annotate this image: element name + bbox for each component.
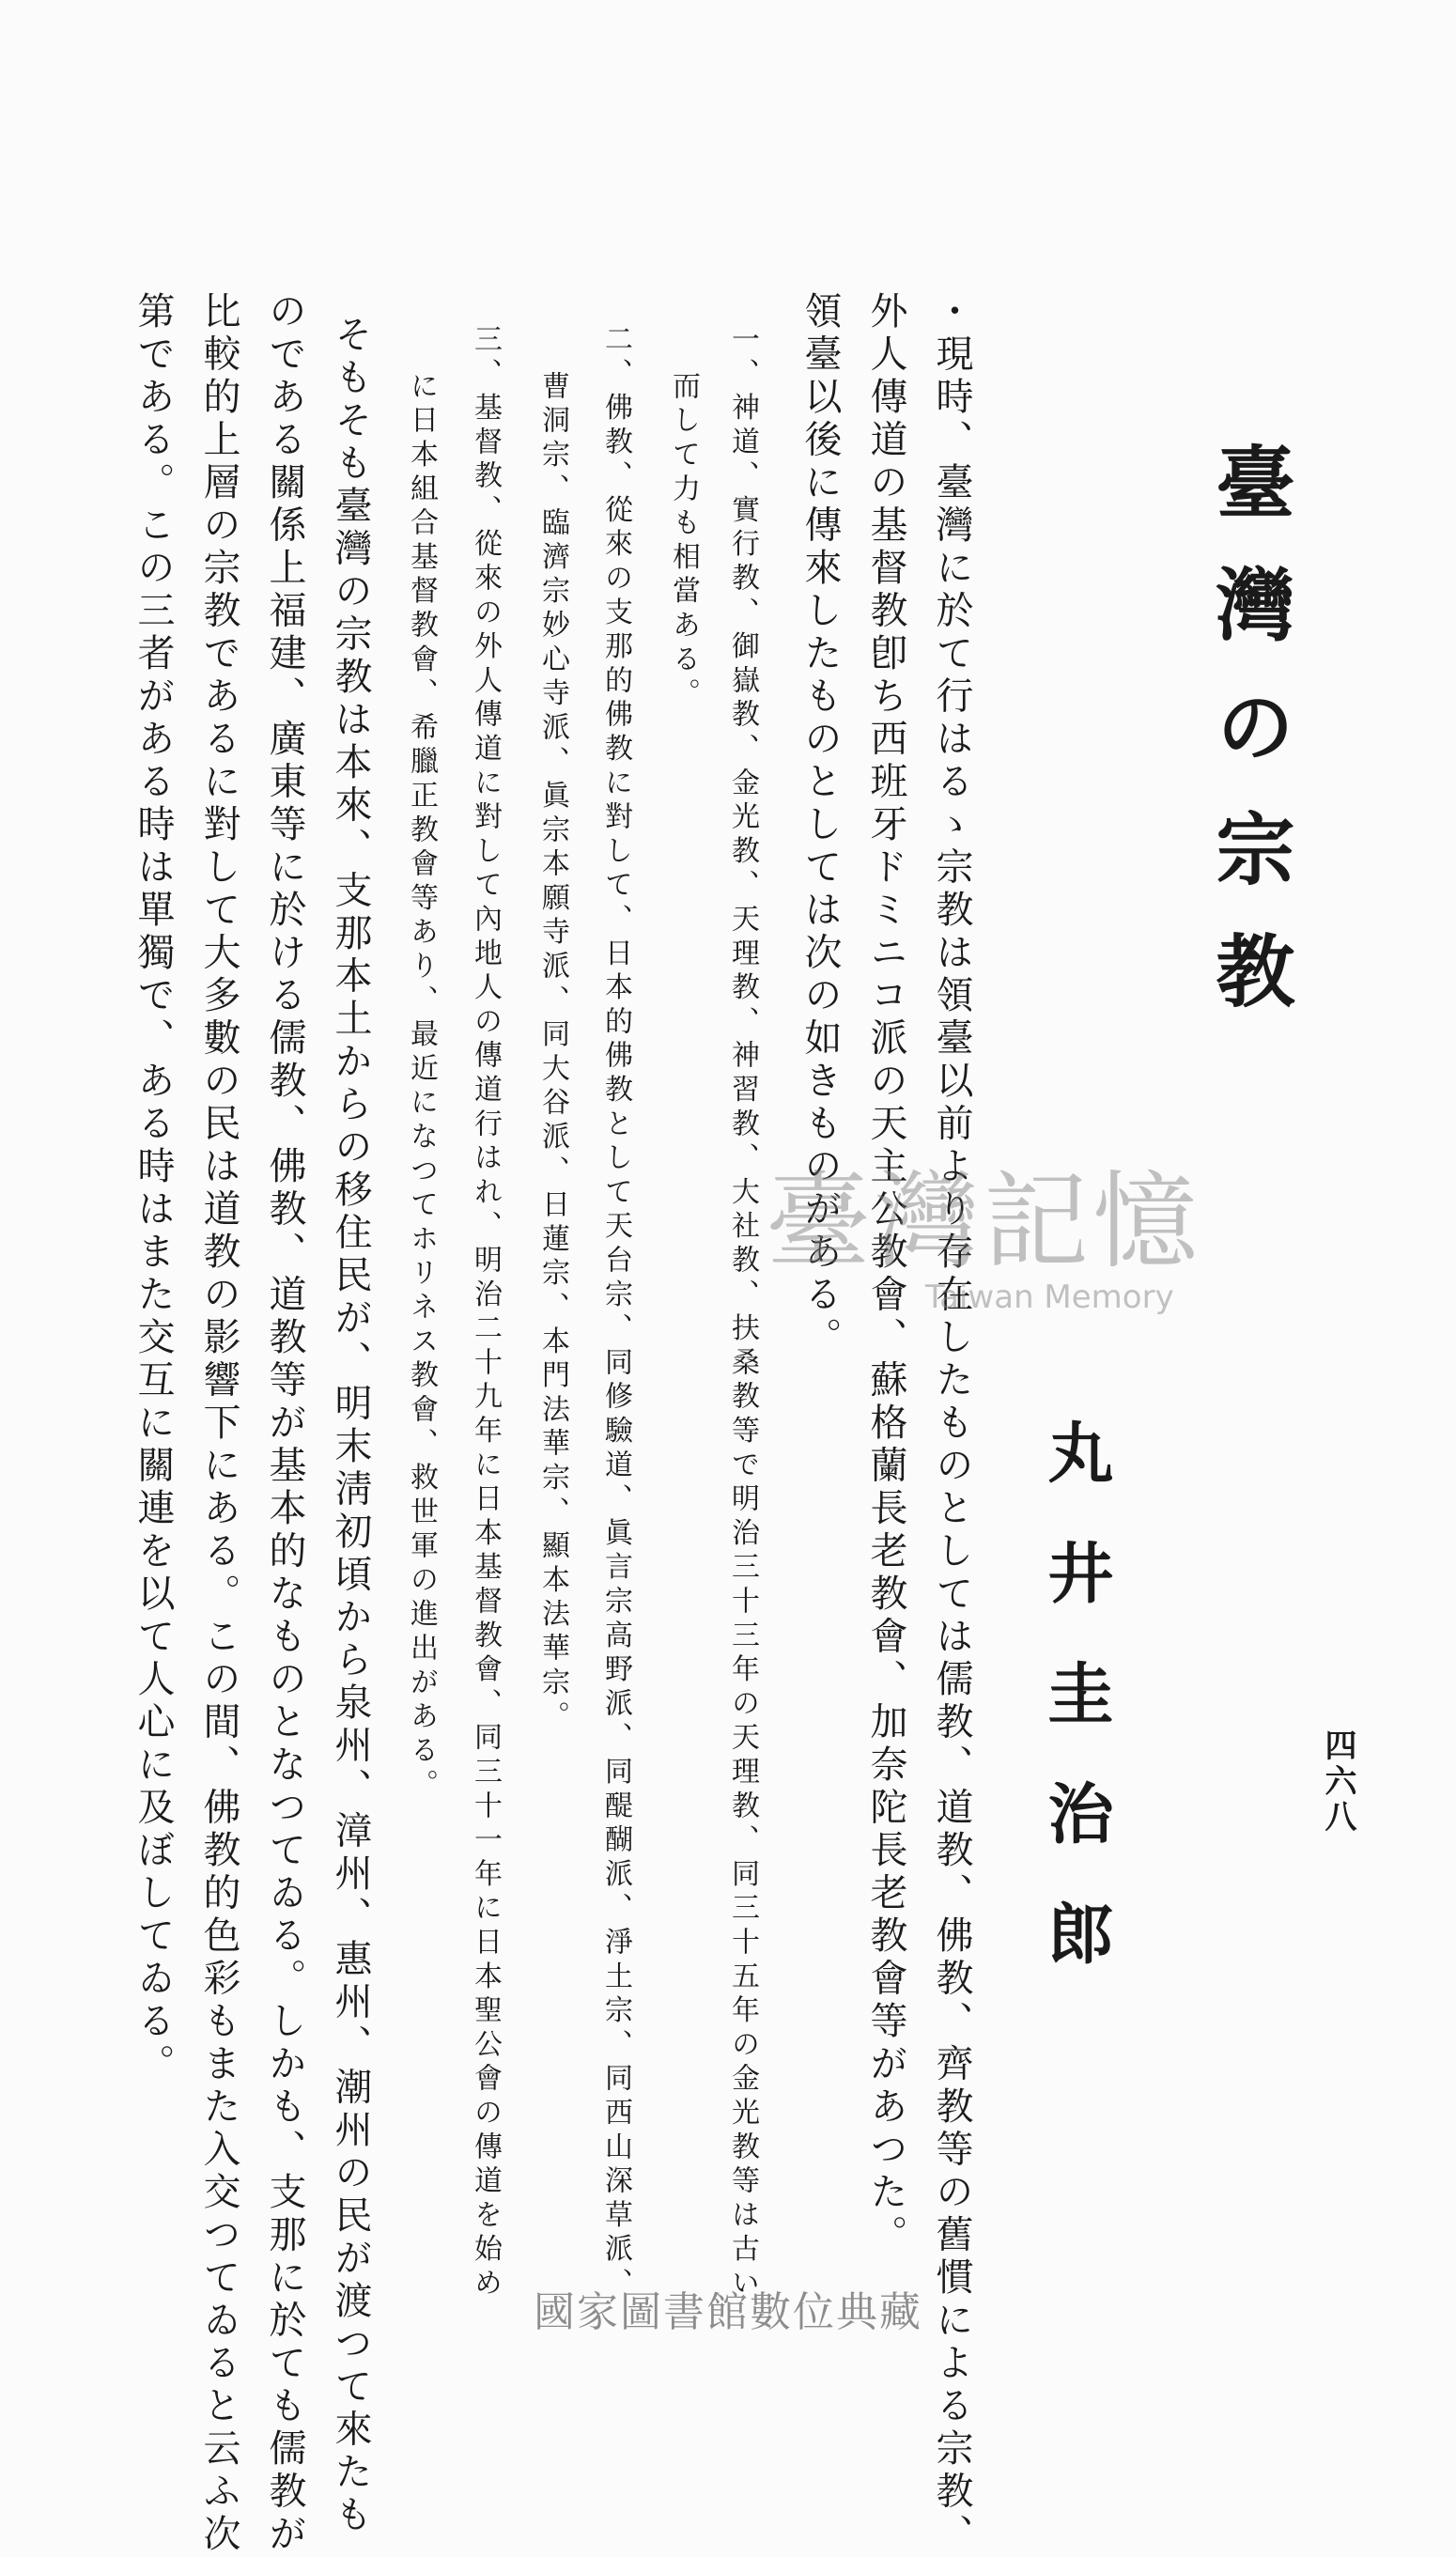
- note-line: 三、基督教、從來の外人傳道に對して內地人の傳道行はれ、明治二十九年に日本基督教會、同三十一年に日本聖公會の傳道を始め: [469, 324, 502, 2302]
- note-line: 而して力も相當ある。: [667, 371, 700, 712]
- note-line: に日本組合基督教會、希臘正教會等あり、最近になつてホリネス教會、救世軍の進出がある。: [405, 371, 438, 1804]
- note-line: 二、佛教、從來の支那的佛教に對して、日本的佛教として天台宗、同修驗道、眞言宗高野派、同醍醐派、淨土宗、同西山深草派、: [599, 324, 632, 2302]
- paragraph-line: そもそも臺灣の宗教は本來、支那本土からの移住民が、明末淸初頃から泉州、漳州、惠州、潮州の民が渡つて來たも: [329, 315, 372, 2537]
- archive-footer: 國家圖書館數位典藏: [534, 2288, 922, 2336]
- note-line: 一、神道、實行教、御嶽教、金光教、天理教、神習教、大社教、扶桑教等で明治三十三年の天理教、同三十五年の金光教等は古い: [726, 324, 759, 2302]
- paragraph-line: のである關係上福建、廣東等に於ける儒教、佛教、道教等が基本的なものとなつてゐる。しかも、支那に於ても儒教が: [263, 291, 306, 2557]
- author-name: 丸井圭治郎: [1037, 1418, 1115, 2020]
- page-number: 四六八: [1319, 1728, 1356, 1836]
- taiwan-memory-watermark: [766, 1161, 1201, 1316]
- paragraph-line: ・現時、臺灣に於て行はるゝ宗教は領臺以前より存在したものとしては儒教、道教、佛教、齊教等の舊慣による宗教、: [930, 291, 973, 2557]
- paragraph-line: 領臺以後に傳來したものとしては次の如きものがある。: [798, 291, 842, 1360]
- article-title: 臺灣の宗教: [1203, 442, 1296, 1052]
- paragraph-line: 外人傳道の基督教卽ち西班牙ドミニコ派の天主公教會、蘇格蘭長老教會、加奈陀長老教會等があつた。: [864, 291, 907, 2257]
- watermark-logo-text: 臺灣記憶: [766, 1161, 1201, 1283]
- paragraph-line: 比較的上層の宗教であるに對して大多數の民は道教の影響下にある。この間、佛教的色彩もまた入交つてゐると云ふ次: [197, 291, 240, 2557]
- note-line: 曹洞宗、臨濟宗妙心寺派、眞宗本願寺派、同大谷派、日蓮宗、本門法華宗、顯本法華宗。: [536, 371, 569, 1735]
- paragraph-line: 第である。この三者がある時は單獨で、ある時はまた交互に關連を以て人心に及ぼしてゐる。: [132, 291, 175, 2086]
- watermark-subtitle: Taiwan Memory: [925, 1278, 1174, 1316]
